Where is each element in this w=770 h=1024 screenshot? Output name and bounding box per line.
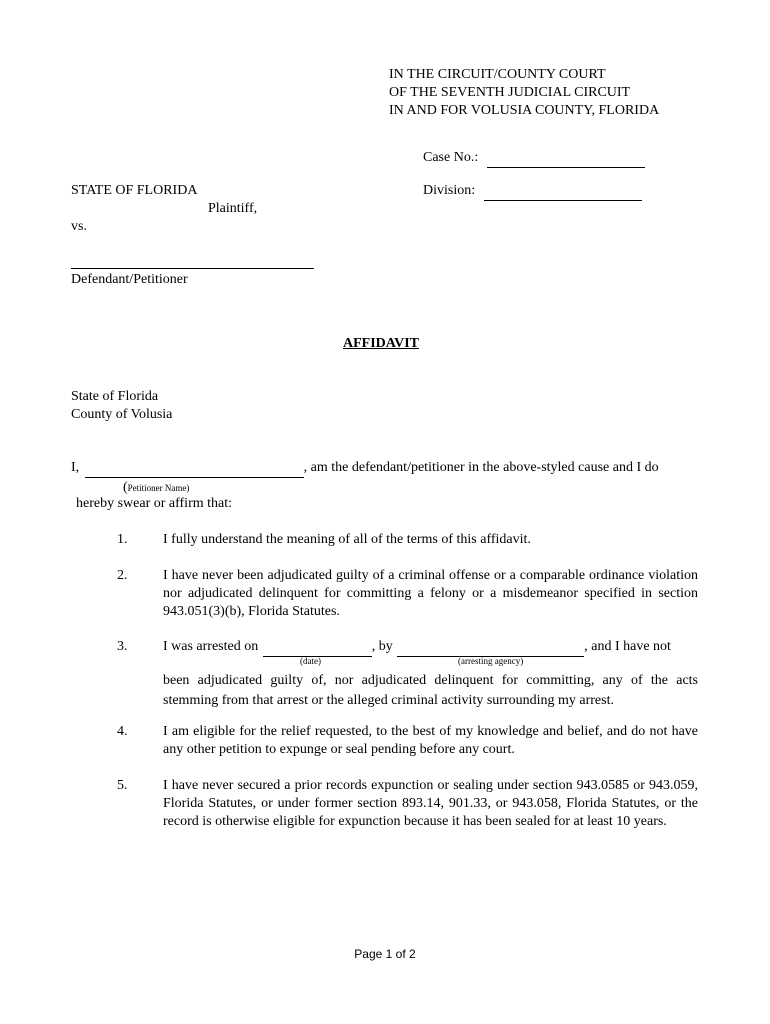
item-4-number: 4. [117, 724, 128, 739]
court-line-1: IN THE CIRCUIT/COUNTY COURT [389, 67, 606, 82]
court-header [389, 66, 659, 120]
arresting-agency-hint: (arresting agency) [458, 656, 524, 666]
item-3-part3: , and I have not [584, 639, 671, 654]
division-label: Division: [423, 183, 476, 198]
defendant-name-field[interactable] [71, 254, 314, 269]
item-3-first-line [163, 638, 671, 657]
caption-state: STATE OF FLORIDA [71, 183, 198, 198]
item-3-number: 3. [117, 639, 128, 654]
hint-text: Petitioner Name) [127, 483, 190, 493]
venue-state: State of Florida [71, 389, 159, 404]
case-no-field[interactable] [487, 149, 645, 168]
intro-suffix: , am the defendant/petitioner in the above-styled cause and I do [303, 460, 659, 475]
item-1-number: 1. [117, 532, 128, 547]
page-number: Page 1 of 2 [354, 947, 416, 961]
case-no-label: Case No.: [423, 150, 479, 165]
item-5-text: I have never secured a prior records expunction or sealing under section 943.0585 or 943.059, Florida Statutes, or under former section 893.14, 901.33, or 943.058, Florida Statutes, or the record is otherwise eligible for expunction because it has been sealed for at least 10 years. [163, 778, 698, 829]
venue-county: County of Volusia [71, 407, 173, 422]
caption-plaintiff: Plaintiff, [208, 201, 258, 216]
arrest-date-field[interactable] [263, 638, 372, 657]
item-5-number: 5. [117, 778, 128, 793]
court-line-3: IN AND FOR VOLUSIA COUNTY, FLORIDA [389, 103, 660, 118]
item-1-text: I fully understand the meaning of all of the terms of this affidavit. [163, 532, 531, 547]
arresting-agency-field[interactable] [397, 638, 584, 657]
arrest-date-hint: (date) [300, 656, 321, 666]
division-field[interactable] [484, 182, 642, 201]
petitioner-name-field[interactable] [85, 459, 304, 478]
item-2-number: 2. [117, 568, 128, 583]
item-3-text: been adjudicated guilty of, nor adjudicated delinquent for committing, any of the acts stemming from that arrest or the alleged criminal activity surrounding my arrest. [163, 673, 698, 708]
case-no-row [423, 149, 645, 168]
item-2-text: I have never been adjudicated guilty of a criminal offense or a comparable ordinance violation nor adjudicated delinquent for committing a felony or a misdemeanor specified in section 943.051(3)(b), Florida Statutes. [163, 568, 698, 619]
hint-paren: ( [123, 480, 128, 495]
intro-line-2: hereby swear or affirm that: [76, 496, 233, 511]
item-3-part2: , by [371, 639, 393, 654]
intro-line [71, 459, 659, 478]
court-line-2: OF THE SEVENTH JUDICIAL CIRCUIT [389, 85, 631, 100]
caption-vs: vs. [71, 219, 87, 234]
item-4-text: I am eligible for the relief requested, to the best of my knowledge and belief, and do not have any other petition to expunge or seal pending before any court. [163, 724, 698, 757]
caption-defendant: Defendant/Petitioner [71, 272, 188, 287]
document-title: AFFIDAVIT [343, 336, 419, 351]
division-row [423, 182, 642, 201]
intro-prefix: I, [71, 460, 80, 475]
item-3-part1: I was arrested on [163, 639, 259, 654]
